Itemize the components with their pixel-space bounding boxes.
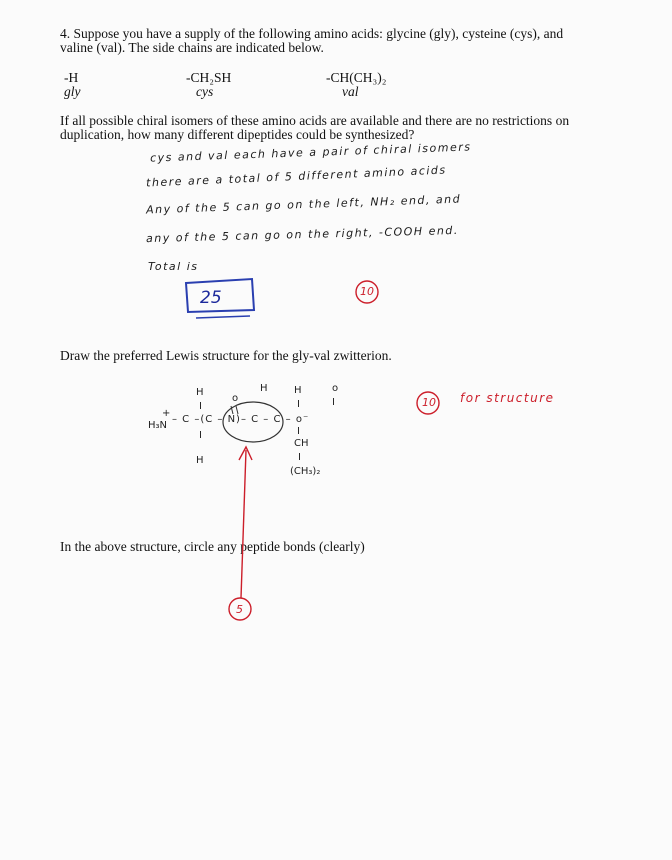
plus-charge: +: [162, 408, 171, 419]
bond-vertical-1: I: [199, 401, 202, 412]
bond-vertical-6: I: [298, 452, 301, 463]
boxed-total: 25: [200, 288, 222, 308]
backbone-chain: – C –(C – N)– C – C – o⁻: [172, 414, 310, 425]
score-10-second: 10: [422, 396, 436, 409]
chiral-question-line-2: duplication, how many different dipeptides could be synthesized?: [60, 127, 415, 142]
atom-h-top-right: H: [294, 385, 302, 396]
bond-vertical-2: I: [297, 399, 300, 410]
score-10-first: 10: [360, 285, 374, 298]
answer-underline: [196, 316, 250, 318]
chiral-question-line-1: If all possible chiral isomers of these amino acids are available and there are no restrictions on: [60, 113, 570, 128]
structure-note: for structure: [460, 391, 555, 405]
bond-vertical-4: I: [199, 430, 202, 441]
atom-h-top-left: H: [196, 387, 204, 398]
handwritten-line-3: Any of the 5 can go on the left, NH₂ end, and: [145, 192, 462, 217]
question-line-1: 4. Suppose you have a supply of the following amino acids: glycine (gly), cysteine (cys), and: [60, 26, 564, 41]
score-circle-1: [356, 281, 378, 303]
gly-label: gly: [64, 84, 81, 99]
val-label: val: [342, 84, 359, 99]
handwritten-line-2: there are a total of 5 different amino acids: [145, 163, 447, 190]
atom-o-top: o: [232, 393, 239, 404]
answer-box: [186, 279, 254, 312]
atom-h-amide: H: [260, 383, 268, 394]
lewis-question: Draw the preferred Lewis structure for the gly-val zwitterion.: [60, 348, 392, 363]
arrow-line: [241, 450, 246, 598]
score-5: 5: [236, 603, 243, 616]
val-side-chain: -CH(CH₃)₂: [326, 70, 387, 85]
question-line-2: valine (val). The side chains are indicated below.: [60, 40, 324, 55]
score-circle-3: [229, 598, 251, 620]
cys-side-chain: -CH₂SH: [186, 70, 232, 85]
bond-vertical-5: I: [297, 426, 300, 437]
score-circle-2: [417, 392, 439, 414]
nh3-group: H₃N: [148, 420, 168, 431]
atom-o-carboxyl: o: [332, 383, 339, 394]
atom-ch3-2: (CH₃)₂: [290, 466, 321, 477]
atom-h-bottom: H: [196, 455, 204, 466]
atom-ch: CH: [294, 438, 309, 449]
bond-vertical-3: I: [332, 397, 335, 408]
handwritten-line-1: cys and val each have a pair of chiral isomers: [149, 140, 472, 165]
peptide-question: In the above structure, circle any peptide bonds (clearly): [60, 539, 365, 554]
handwritten-line-4: any of the 5 can go on the right, -COOH end.: [145, 223, 459, 246]
handwritten-total-label: Total is: [148, 260, 199, 273]
cys-label: cys: [196, 84, 214, 99]
gly-side-chain: -H: [64, 70, 79, 85]
